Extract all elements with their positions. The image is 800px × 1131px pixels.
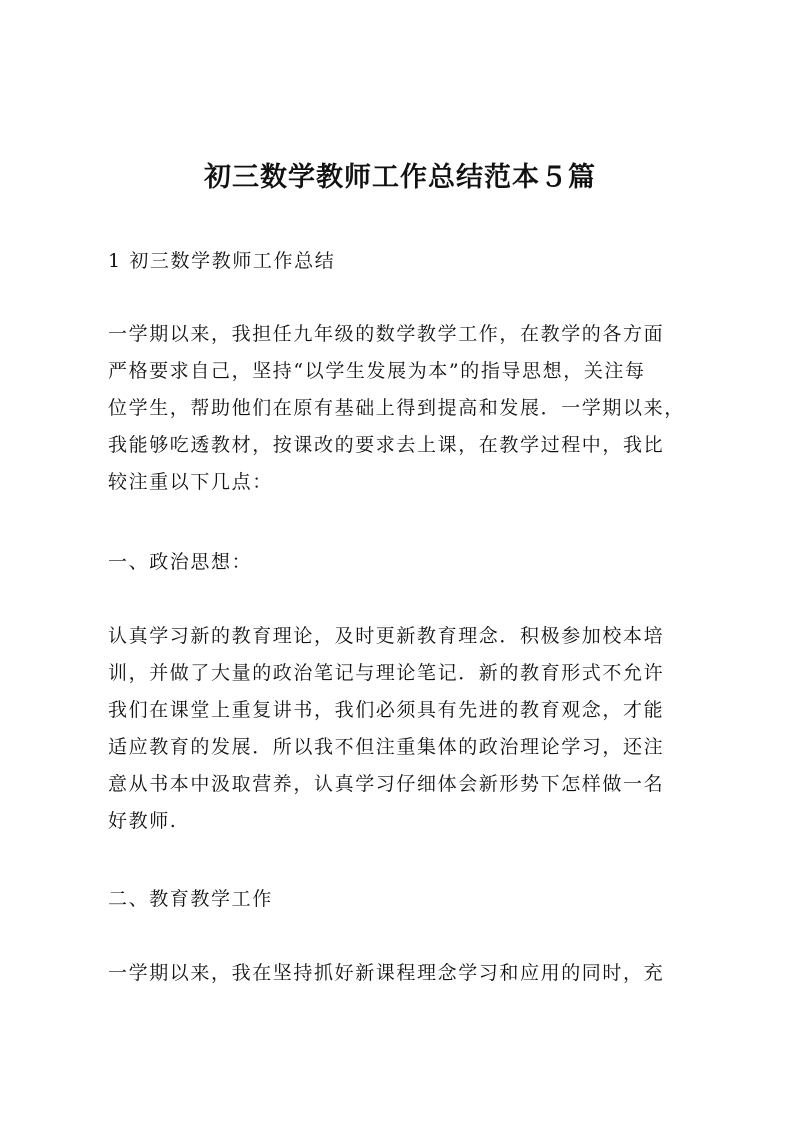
paragraph-line: 适应教育的发展．所以我不但注重集体的政治理论学习，还注 [108,736,665,758]
paragraph-line: 我们在课堂上重复讲书，我们必须具有先进的教育观念，才能 [108,699,665,721]
paragraph-line: 一学期以来，我担任九年级的数学教学工作，在教学的各方面 [108,323,665,345]
paragraph-line: 意从书本中汲取营养，认真学习仔细体会新形势下怎样做一名 [108,773,665,795]
paragraph-line: 位学生，帮助他们在原有基础上得到提高和发展．一学期以来， [108,397,685,419]
paragraph-line: 好教师. [108,810,178,832]
document-title: 初三数学教师工作总结范本５篇 [204,162,596,193]
heading-teaching [108,881,698,918]
paragraph-line: 训，并做了大量的政治笔记与理论笔记．新的教育形式不允许 [108,662,665,684]
paragraph-line: 一学期以来，我在坚持抓好新课程理念学习和应用的同时，充 [108,962,665,984]
paragraph-line: 认真学习新的教育理论，及时更新教育理念．积极参加校本培 [108,625,665,647]
paragraph-political [108,618,698,840]
paragraph-line: 较注重以下几点： [108,471,273,493]
heading-text: 二、教育教学工作 [108,888,273,910]
paragraph-teaching [108,955,698,992]
paragraph-intro [108,316,698,501]
heading-text: 一、政治思想： [108,551,253,573]
paragraph-line: 严格要求自己，坚持“以学生发展为本”的指导思想，关注每 [108,360,646,382]
subtitle-text: 1 初三数学教师工作总结 [108,250,336,272]
paragraph-line: 我能够吃透教材，按课改的要求去上课，在教学过程中，我比 [108,434,665,456]
heading-political [108,544,698,581]
section-subtitle [108,243,698,280]
